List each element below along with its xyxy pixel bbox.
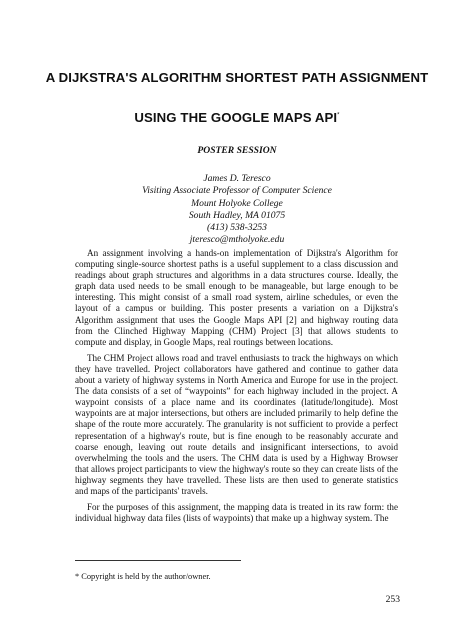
body-text xyxy=(75,248,398,529)
author-position: Visiting Associate Professor of Computer Science xyxy=(142,185,332,197)
paragraph-1: An assignment involving a hands-on implementation of Dijkstra's Algorithm for computing single-source shortest paths is a useful supplement to a class discussion and readings about graph structures and algorithms in a data structures course. Ideally, the graph data used needs to be small enough to be manageable, but large enough to be interesting. This might consist of a small road system, airline schedules, or even the layout of a campus or building. This poster presents a variation on a Dijkstra's Algorithm assignment that uses the Google Maps API [2] and highway routing data from the Clinched Highway Mapping (CHM) Project [3] that allows students to compute and display, in Google Maps, real routings between locations. xyxy=(75,248,398,347)
paragraph-3: For the purposes of this assignment, the mapping data is treated in its raw form: the individual highway data files (lists of waypoints) that make up a highway system. The xyxy=(75,502,398,524)
author-name: James D. Teresco xyxy=(203,173,271,184)
author-institution: Mount Holyoke College xyxy=(191,197,283,209)
paper-title-line-2 xyxy=(0,110,474,125)
page-number: 253 xyxy=(385,594,400,605)
footnote-divider xyxy=(75,560,241,561)
paper-title-line-1: A DIJKSTRA'S ALGORITHM SHORTEST PATH ASSIGNMENT xyxy=(45,70,429,85)
author-block xyxy=(0,173,474,247)
copyright-footnote: * Copyright is held by the author/owner. xyxy=(75,572,211,581)
author-city: South Hadley, MA 01075 xyxy=(188,209,286,221)
title-text: USING THE GOOGLE MAPS API xyxy=(134,110,338,125)
title-footnote-mark: * xyxy=(337,112,340,119)
author-email[interactable]: jteresco@mtholyoke.edu xyxy=(189,234,285,246)
author-phone: (413) 538-3253 xyxy=(207,222,267,234)
session-label: POSTER SESSION xyxy=(197,145,277,156)
paragraph-2: The CHM Project allows road and travel enthusiasts to track the highways on which they have travelled. Project collaborators have gathered and continue to gather data about a variety of highway systems in North America and Europe for use in the project. The data consists of a set of “waypoints” for each highway included in the project. A waypoint consists of a place name and its coordinates (latitude/longitude). Most waypoints are at major intersections, but others are included primarily to help define the shape of the route more accurately. The granularity is not sufficient to provide a perfect representation of a highway's route, but is fine enough to be reasonably accurate and coarse enough, leaving out route details and insignificant intersections, to avoid overwhelming the tools and the users. The CHM data is used by a Highway Browser that allows project participants to view the highway's route so they can create lists of the highway segments they have travelled. These lists are then used to generate statistics and maps of the participants' travels. xyxy=(75,352,398,496)
